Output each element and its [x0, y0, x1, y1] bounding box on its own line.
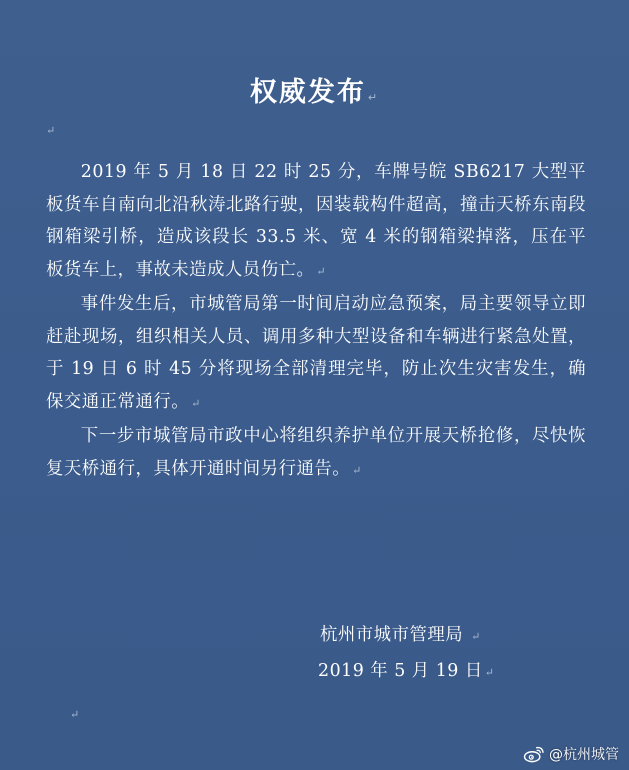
- signature-date: 2019 年 5 月 19 日 ↵: [318, 661, 495, 681]
- return-mark: ↵: [367, 91, 380, 104]
- paragraph-1: 2019 年 5 月 18 日 22 时 25 分，车牌号皖 SB6217 大型平板货车自南向北沿秋涛北路行驶，因装载构件超高，撞击天桥东南段钢箱梁引桥，造成该段长 33.5 米、宽 4 米的钢箱梁掉落，压在平板货车上，事故未造成人员伤亡。 ↵: [46, 162, 586, 280]
- watermark-text: @杭州城管: [549, 747, 619, 763]
- signature-block: [320, 618, 494, 690]
- signature-organization: 杭州市城市管理局 ↵: [320, 625, 481, 645]
- paragraph-2: 事件发生后，市城管局第一时间启动应急预案，局主要领导立即赶赴现场，组织相关人员、调用多种大型设备和车辆进行紧急处置，于 19 日 6 时 45 分将现场全部清理完毕，防止次生灾害发生，确保交通正常通行。 ↵: [46, 294, 586, 412]
- document-body: [46, 156, 586, 487]
- return-mark: ↵: [191, 396, 201, 410]
- return-mark: ↵: [46, 124, 56, 137]
- return-mark: ↵: [471, 630, 481, 643]
- return-mark: ↵: [484, 666, 495, 679]
- weibo-icon: [523, 745, 545, 763]
- weibo-watermark: [523, 744, 619, 764]
- page-title: [0, 70, 629, 109]
- title-text: 权威发布: [249, 77, 366, 108]
- return-mark: ↵: [352, 463, 362, 477]
- paragraph-3: 下一步市城管局市政中心将组织养护单位开展天桥抢修，尽快恢复天桥通行，具体开通时间另行通告。 ↵: [46, 426, 586, 479]
- return-mark: ↵: [316, 264, 327, 278]
- return-mark: ↵: [70, 708, 80, 721]
